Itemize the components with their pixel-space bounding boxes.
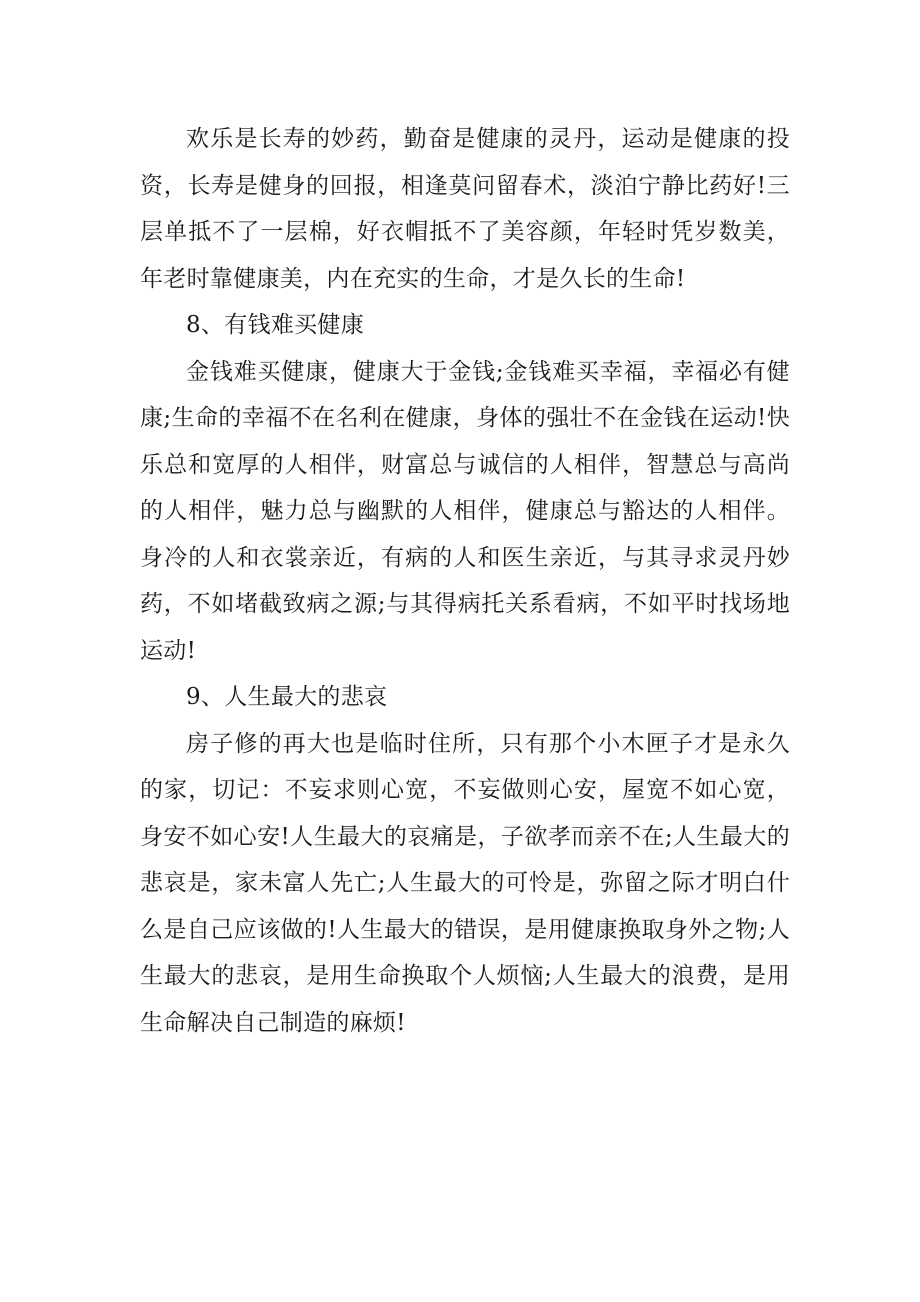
section-heading-9: 9、人生最大的悲哀 — [186, 684, 388, 710]
paragraph-life-sorrow: 房子修的再大也是临时住所，只有那个小木匣子才是永久的家，切记：不妄求则心宽，不妄做则心安，屋宽不如心宽，身安不如心安!人生最大的哀痛是，子欲孝而亲不在;人生最大的悲哀是，家未富人先亡;人生最大的可怜是，弥留之际才明白什么是自己应该做的!人生最大的错误，是用健康换取身外之物;人生最大的悲哀，是用生命换取个人烦恼;人生最大的浪费，是用生命解决自己制造的麻烦! — [140, 730, 790, 1036]
section-heading-8: 8、有钱难买健康 — [186, 312, 365, 338]
paragraph-money-health: 金钱难买健康，健康大于金钱;金钱难买幸福，幸福必有健康;生命的幸福不在名利在健康，身体的强壮不在金钱在运动!快乐总和宽厚的人相伴，财富总与诚信的人相伴，智慧总与高尚的人相伴，魅力总与幽默的人相伴，健康总与豁达的人相伴。身冷的人和衣裳亲近，有病的人和医生亲近，与其寻求灵丹妙药，不如堵截致病之源;与其得病托关系看病，不如平时找场地运动! — [140, 358, 790, 664]
paragraph-longevity: 欢乐是长寿的妙药，勤奋是健康的灵丹，运动是健康的投资，长寿是健身的回报，相逢莫问留春术，淡泊宁静比药好!三层单抵不了一层棉，好衣帽抵不了美容颜，年轻时凭岁数美，年老时靠健康美，内在充实的生命，才是久长的生命! — [140, 126, 790, 292]
document-body — [140, 116, 790, 1046]
